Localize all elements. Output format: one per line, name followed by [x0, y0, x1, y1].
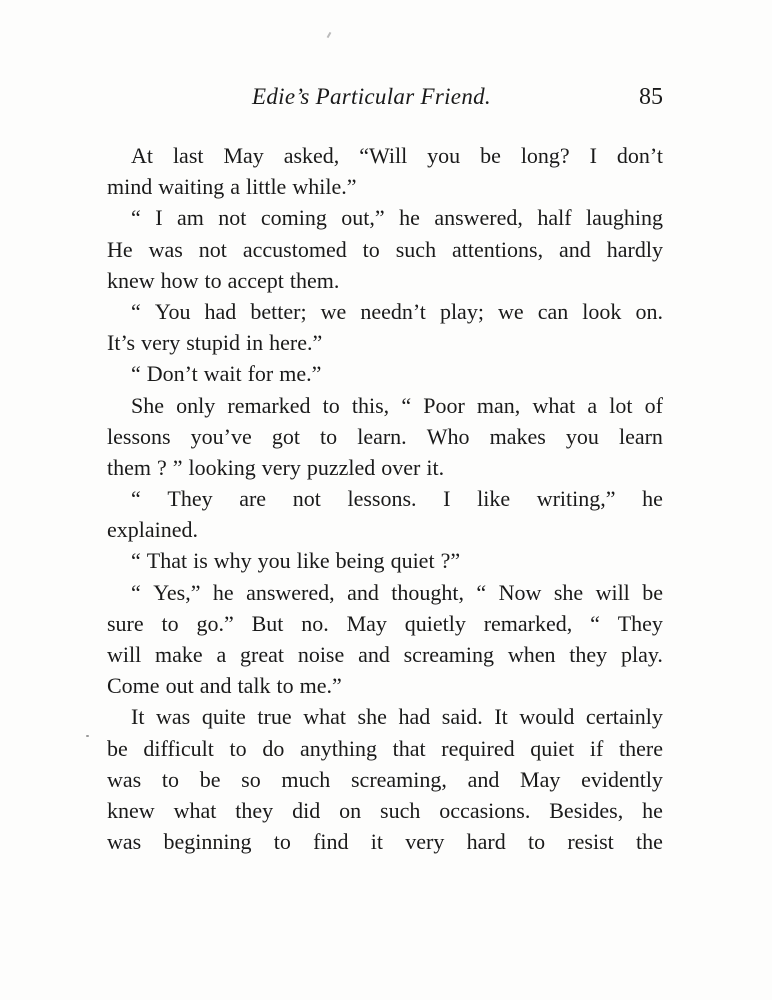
text-line: “ That is why you like being quiet ?”	[131, 548, 461, 574]
running-title: Edie’s Particular Friend.	[252, 84, 491, 109]
text-line: She only remarked to this, “ Poor man, what a lot of	[131, 392, 663, 418]
text-line: was beginning to find it very hard to resist the	[107, 829, 663, 855]
text-line: “ They are not lessons. I like writing,” he	[131, 486, 663, 512]
text-line: “ You had better; we needn’t play; we can look on.	[131, 298, 663, 324]
text-line: will make a great noise and screaming when they play.	[107, 642, 663, 667]
text-line: was to be so much screaming, and May evidently	[107, 766, 663, 792]
text-line: explained.	[107, 517, 199, 543]
text-line: It’s very stupid in here.”	[107, 330, 323, 356]
text-line: He was not accustomed to such attentions, and hardly	[107, 236, 663, 262]
text-line: At last May asked, “Will you be long? I don’t	[131, 143, 663, 168]
page-header	[107, 84, 663, 118]
paper-speck	[327, 32, 332, 38]
page-number: 85	[639, 84, 663, 110]
text-line: “ Yes,” he answered, and thought, “ Now she will be	[131, 579, 663, 605]
text-line: mind waiting a little while.”	[107, 174, 357, 200]
text-line: It was quite true what she had said. It would certainly	[131, 704, 663, 730]
text-line: knew how to accept them.	[107, 267, 340, 293]
body-text	[107, 140, 663, 857]
text-line: Come out and talk to me.”	[107, 673, 342, 699]
text-line: knew what they did on such occasions. Besides, he	[107, 797, 663, 823]
text-line: them ? ” looking very puzzled over it.	[107, 454, 445, 480]
paper-speck	[86, 735, 89, 737]
text-line: “ I am not coming out,” he answered, half laughing	[131, 205, 663, 231]
text-line: “ Don’t wait for me.”	[131, 361, 322, 387]
text-line: sure to go.” But no. May quietly remarked, “ They	[107, 610, 663, 636]
text-line: be difficult to do anything that required quiet if there	[107, 735, 663, 761]
text-line: lessons you’ve got to learn. Who makes you learn	[107, 423, 663, 449]
